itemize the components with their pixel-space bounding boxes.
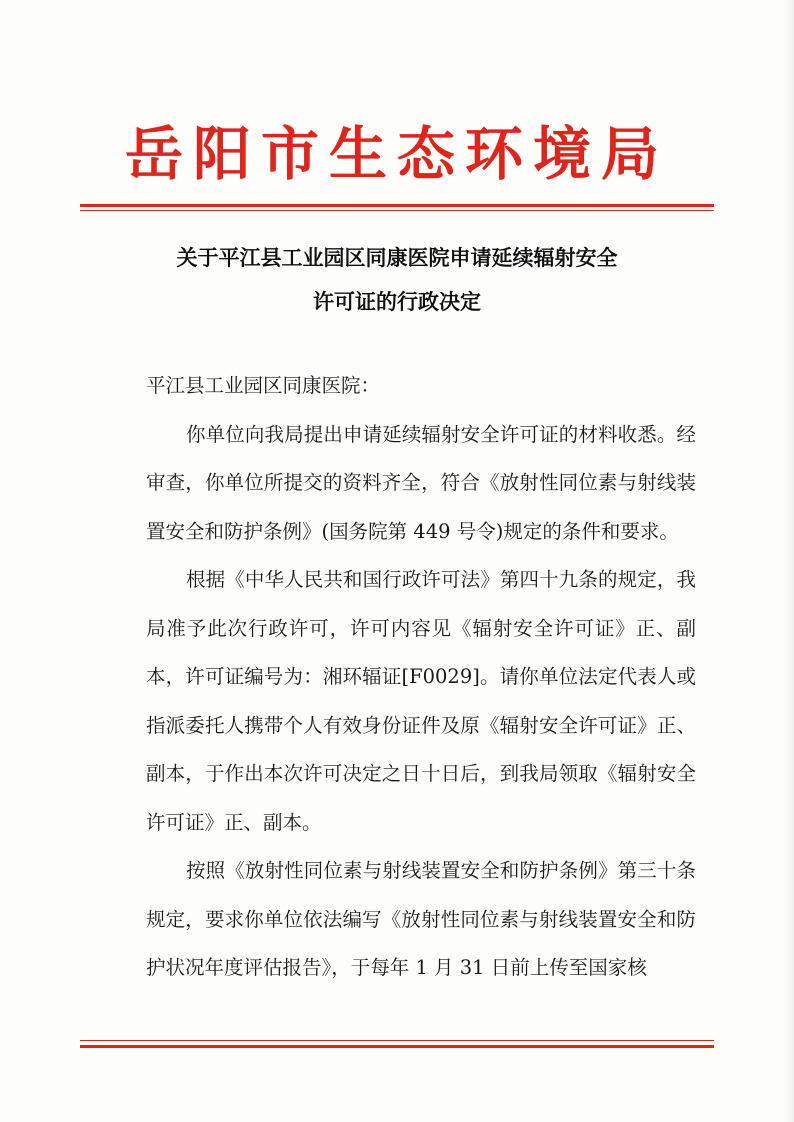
addressee: 平江县工业园区同康医院：	[146, 374, 381, 397]
letterhead-rule-thick	[80, 204, 714, 207]
document-title-line-1: 关于平江县工业园区同康医院申请延续辐射安全	[176, 246, 618, 270]
body-paragraph-1: 你单位向我局提出申请延续辐射安全许可证的材料收悉。经审查，你单位所提交的资料齐全，符合《放射性同位素与射线装置安全和防护条例》(国务院第 449 号令)规定的条件和要求。	[146, 422, 696, 543]
body-paragraph-3: 按照《放射性同位素与射线装置安全和防护条例》第三十条规定，要求你单位依法编写《放射性同位素与射线装置安全和防护状况年度评估报告》，于每年 1 月 31 日前上传至国家核	[146, 859, 696, 979]
letterhead-rule-thin	[80, 210, 714, 211]
footer-rule-thick	[80, 1045, 714, 1048]
body-paragraph-2: 根据《中华人民共和国行政许可法》第四十九条的规定，我局准予此次行政许可，许可内容见《辐射安全许可证》正、副本，许可证编号为：湘环辐证[F0029]。请你单位法定代表人或指派委托人携带个人有效身份证件及原《辐射安全许可证》正、副本，于作出本次许可决定之日十日后，到我局领取《辐射安全许可证》正、副本。	[146, 568, 696, 834]
document-title	[0, 236, 794, 324]
document-title-line-2: 许可证的行政决定	[313, 290, 481, 314]
footer-rule-thin	[80, 1040, 714, 1041]
agency-letterhead-title: 岳阳市生态环境局	[124, 120, 669, 188]
document-body	[146, 362, 696, 993]
